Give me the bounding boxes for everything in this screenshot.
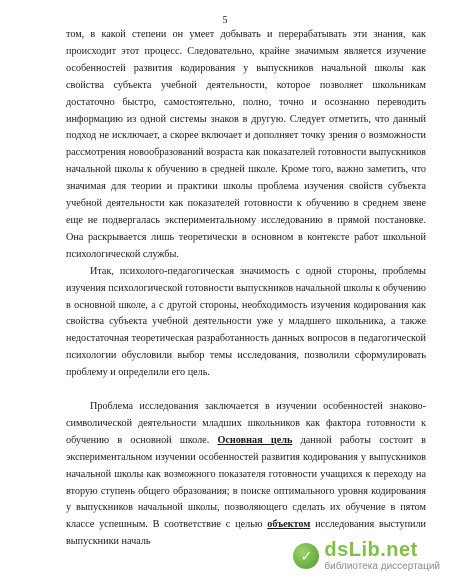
watermark-text bbox=[324, 540, 440, 572]
watermark bbox=[293, 540, 440, 572]
paragraph-1: том, в какой степени он умеет добывать и перерабатывать эти знания, как происходит этот процесс. Следовательно, крайне значимым является изучение особенностей развития кодирования у выпускников начальной школы как свойства субъекта учебной деятельности, которое позволяет школьникам достаточно быстро, самостоятельно, полно, точно и осознанно переводить информацию из одной системы знаков в другую. Следует отметить, что данный подход не исключает, а скорее включает и дополняет точку зрения о возможности рассмотрения новообразований возраста как показателей готовности выпускников начальной школы к обучению в средней школе. Кроме того, важно заметить, что значимая для теории и практики школы проблема изучения свойств субъекта учебной деятельности как показателей готовности к обучению в среднем звене еще не подвергалась экспериментальному исследованию в прямой постановке. Она раскрывается лишь теоретически в основном в контексте работ школьной психологической службы. bbox=[66, 29, 426, 260]
main-goal-term: Основная цель bbox=[217, 434, 293, 446]
leaf-icon: ✓ bbox=[293, 543, 319, 569]
paragraph-3-text-a: Проблема исследования заключается в изучении особенностей знаково-символической деятельности младших школьников как фактора готовности к обучению в основной школе. bbox=[66, 401, 426, 446]
watermark-subtitle: библиотека диссертаций bbox=[324, 561, 440, 572]
paragraph-2: Итак, психолого-педагогическая значимость с одной стороны, проблемы изучения психологической готовности выпускников начальной школы к обучению в основной школе, а с другой стороны, необходимость изучения кодирования как свойства субъекта учебной деятельности уже у младшего школьника, а также недостаточная теоретическая разработанность данных вопросов в педагогической психологии обусловили выбор темы исследования, позволили сформулировать проблему и определили его цель. bbox=[66, 265, 426, 379]
document-body bbox=[66, 27, 426, 551]
paragraph-3-text-c: данной работы состоит в экспериментальном изучении особенностей развития кодирования у выпускников начальной школы как возможного показателя готовности учащихся к переходу на вторую ступень общего образования; в поиске оптимального уровня кодирования у выпускников начальной школы, позволяющего сделать их обучение в пятом классе успешным. В соответствие с целью bbox=[66, 434, 426, 531]
watermark-brand: dsLib.net bbox=[324, 539, 418, 561]
page-number: 5 bbox=[222, 15, 228, 26]
object-term: объектом bbox=[267, 519, 311, 531]
paragraph-3-text-e: исследования выступили выпускники началь bbox=[66, 519, 427, 548]
paragraph-3 bbox=[66, 399, 426, 551]
